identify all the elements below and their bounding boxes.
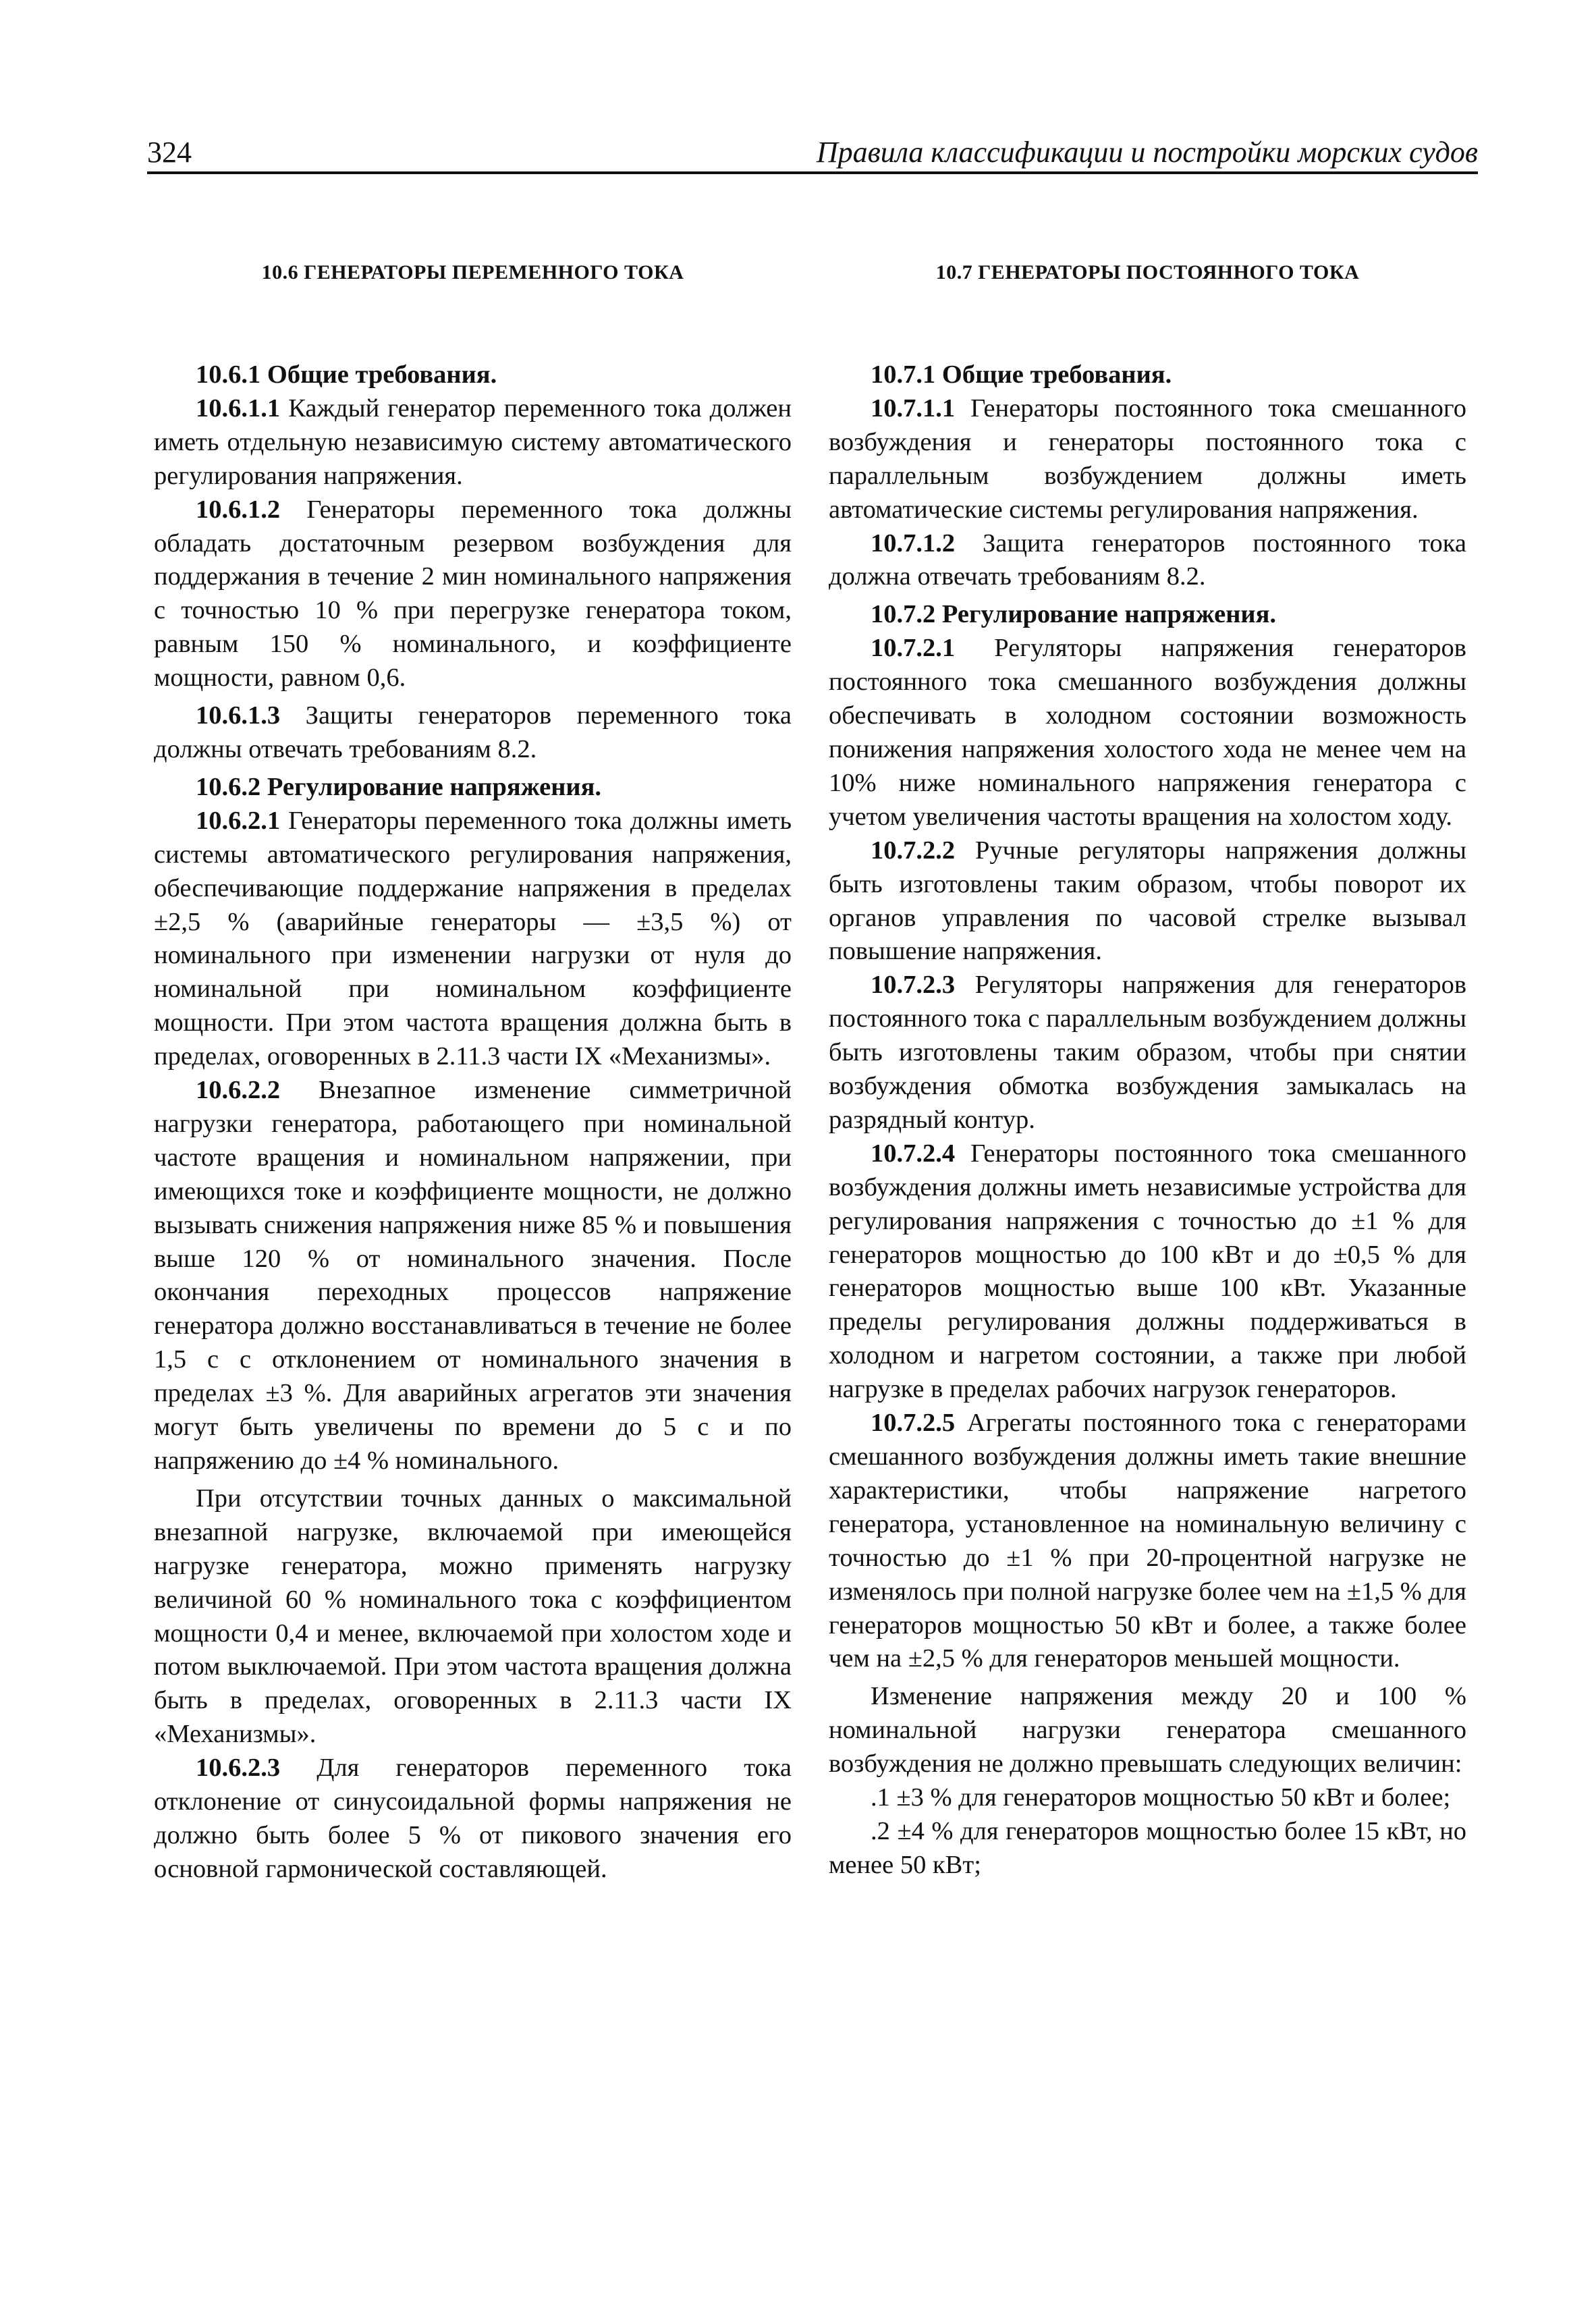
clause-paragraph <box>829 632 1466 834</box>
clause-number: 10.6.1.1 <box>196 394 281 423</box>
page-header <box>147 134 1478 174</box>
clause-number: 10.6.2 <box>196 772 261 801</box>
clause-paragraph <box>154 1074 792 1478</box>
clause-text: Регуляторы напряжения генераторов постоянного тока смешанного возбуждения должны обеспечивать в холодном состоянии возможность понижения напряжения холостого хода не менее чем на 10% ниже номинального напряжения генератора с учетом увеличения частоты вращения на холостом ходу. <box>829 634 1466 831</box>
clause-number: 10.7.2.2 <box>871 836 956 865</box>
clause-paragraph <box>154 493 792 695</box>
clause-number: 10.6.1 <box>196 360 261 389</box>
clause-paragraph <box>829 1680 1466 1781</box>
clause-text: .1 ±3 % для генераторов мощностью 50 кВт и более; <box>871 1783 1451 1812</box>
list-item <box>829 1781 1466 1815</box>
clause-number: 10.7.2 <box>871 600 936 629</box>
clause-text: .2 ±4 % для генераторов мощностью более 15 кВт, но менее 50 кВт; <box>829 1816 1466 1879</box>
clause-paragraph <box>829 834 1466 969</box>
clause-paragraph <box>829 1137 1466 1407</box>
clause-text: Генераторы переменного тока должны обладать достаточным резервом возбуждения для поддержания в течение 2 мин номинального напряжения с точностью 10 % при перегрузке генератора током, равным 150 % номинального, и коэффициенте мощности, равном 0,6. <box>154 495 792 693</box>
right-column <box>829 259 1466 1882</box>
subsection-title: Общие требования. <box>267 360 497 389</box>
subsection-heading <box>829 598 1466 632</box>
clause-number: 10.6.2.2 <box>196 1076 281 1105</box>
clause-paragraph <box>154 392 792 493</box>
clause-text: Агрегаты постоянного тока с генераторами смешанного возбуждения должны иметь такие внешние характеристики, чтобы напряжение нагретого генератора, установленное на номинальную величину с точностью до ±1 % при 20-процентной нагрузке не изменялось при полной нагрузке более чем на ±1,5 % для генераторов мощностью 50 кВт и более, а также более чем на ±2,5 % для генераторов меньшей мощности. <box>829 1409 1467 1673</box>
clause-number: 10.7.2.5 <box>871 1409 956 1438</box>
clause-paragraph <box>154 1752 792 1887</box>
clause-number: 10.6.2.1 <box>196 806 281 835</box>
clause-number: 10.7.2.3 <box>871 971 956 1000</box>
subsection-title: Регулирование напряжения. <box>267 772 602 801</box>
clause-text: Защита генераторов постоянного тока должна отвечать требованиям 8.2. <box>829 528 1467 591</box>
clause-text: Защиты генераторов переменного тока должны отвечать требованиям 8.2. <box>154 701 792 763</box>
clause-text: При отсутствии точных данных о максимальной внезапной нагрузке, включаемой при имеющейся нагрузке генератора, можно применять нагрузку величиной 60 % номинального тока с коэффициентом мощности 0,4 и менее, включаемой при холостом ходе и потом выключаемой. При этом частота вращения должна быть в пределах, оговоренных в 2.11.3 части IX «Механизмы». <box>154 1484 792 1749</box>
clause-number: 10.7.2.4 <box>871 1139 956 1168</box>
clause-paragraph <box>154 805 792 1074</box>
subsection-heading <box>154 771 792 805</box>
clause-number: 10.6.2.3 <box>196 1754 281 1783</box>
clause-text: Внезапное изменение симметричной нагрузки генератора, работающего при номинальной частоте вращения и номинальном напряжении, при имеющихся токе и коэффициенте мощности, не должно вызывать снижения напряжения ниже 85 % и повышения выше 120 % от номинального значения. После окончания переходных процессов напряжение генератора должно восстанавливаться в течение не более 1,5 с с отклонением от номинального значения в пределах ±3 %. Для аварийных агрегатов эти значения могут быть увеличены по времени до 5 с и по напряжению до ±4 % номинального. <box>154 1076 792 1475</box>
clause-paragraph <box>829 527 1466 595</box>
running-title: Правила классификации и постройки морских судов <box>816 136 1478 169</box>
clause-text: Генераторы постоянного тока смешанного возбуждения должны иметь независимые устройства для регулирования напряжения с точностью до ±1 % для генераторов мощностью до 100 кВт и до ±0,5 % для генераторов мощностью выше 100 кВт. Указанные пределы регулирования должны поддерживаться в холодном и нагретом состоянии, а также при любой нагрузке в пределах рабочих нагрузок генераторов. <box>829 1139 1466 1404</box>
section-title: 10.6 ГЕНЕРАТОРЫ ПЕРЕМЕННОГО ТОКА <box>261 261 684 283</box>
page-number: 324 <box>147 136 192 169</box>
clause-paragraph <box>829 392 1466 527</box>
clause-paragraph <box>154 699 792 767</box>
clause-text: Изменение напряжения между 20 и 100 % номинальной нагрузки генератора смешанного возбуждения не должно превышать следующих величин: <box>829 1682 1466 1779</box>
clause-paragraph <box>154 1482 792 1752</box>
clause-text: Регуляторы напряжения для генераторов постоянного тока с параллельным возбуждением должны быть изготовлены таким образом, чтобы при снятии возбуждения обмотка возбуждения замыкалась на разрядный контур. <box>829 971 1467 1134</box>
clause-text: Каждый генератор переменного тока должен иметь отдельную независимую систему автоматического регулирования напряжения. <box>154 394 792 490</box>
clause-text: Для генераторов переменного тока отклонение от синусоидальной формы напряжения не должно быть более 5 % от пикового значения его основной гармонической составляющей. <box>154 1754 792 1883</box>
subsection-title: Общие требования. <box>941 360 1172 389</box>
subsection-heading <box>829 358 1466 392</box>
clause-number: 10.7.2.1 <box>871 634 956 663</box>
clause-paragraph <box>829 1407 1466 1676</box>
clause-paragraph <box>829 969 1466 1137</box>
clause-number: 10.7.1.2 <box>871 528 956 558</box>
subsection-heading <box>154 358 792 392</box>
subsection-title: Регулирование напряжения. <box>941 600 1277 629</box>
clause-number: 10.6.1.3 <box>196 701 281 730</box>
clause-text: Ручные регуляторы напряжения должны быть изготовлены таким образом, чтобы поворот их органов управления по часовой стрелке вызывал повышение напряжения. <box>829 836 1466 966</box>
left-column <box>154 259 792 1887</box>
list-item <box>829 1815 1466 1882</box>
clause-number: 10.7.1 <box>871 360 936 389</box>
clause-number: 10.7.1.1 <box>871 394 956 423</box>
clause-number: 10.6.1.2 <box>196 495 281 524</box>
clause-text: Генераторы постоянного тока смешанного возбуждения и генераторы постоянного тока с параллельным возбуждением должны иметь автоматические системы регулирования напряжения. <box>829 394 1466 524</box>
section-title: 10.7 ГЕНЕРАТОРЫ ПОСТОЯННОГО ТОКА <box>935 261 1360 283</box>
clause-text: Генераторы переменного тока должны иметь системы автоматического регулирования напряжения, обеспечивающие поддержание напряжения в пределах ±2,5 % (аварийные генераторы — ±3,5 %) от номинального при изменении нагрузки от нуля до номинальной при номинальном коэффициенте мощности. При этом частота вращения должна быть в пределах, оговоренных в 2.11.3 части IX «Механизмы». <box>154 806 792 1071</box>
